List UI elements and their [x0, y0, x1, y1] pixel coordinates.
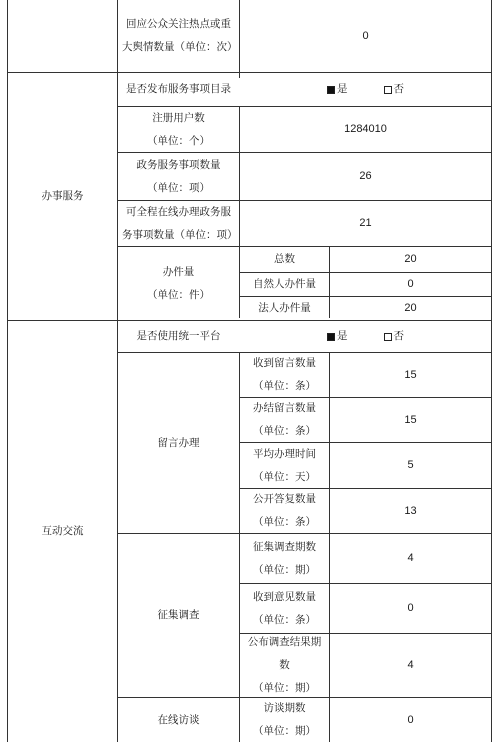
platform-yes-label: 是 — [337, 330, 348, 342]
catalog-no-checkbox[interactable] — [384, 86, 392, 94]
handled-total-label: 总数 — [274, 253, 295, 265]
messages-avg-time-value: 5 — [407, 459, 414, 471]
platform-options — [240, 321, 491, 352]
catalog-label: 是否发布服务事项目录 — [126, 83, 231, 95]
platform-yes-checkbox[interactable] — [327, 333, 335, 341]
hot-events-value: 0 — [362, 29, 369, 42]
messages-avg-time-label: 平均办理时间 （单位：天） — [253, 447, 316, 483]
handled-label: 办件量 （单位：件） — [147, 265, 210, 301]
survey-published-label: 公布调查结果期 数 （单位：期） — [247, 636, 322, 694]
messages-resolved-label: 办结留言数量 （单位：条） — [253, 402, 316, 437]
survey-published-value: 4 — [407, 659, 414, 671]
section-service: 办事服务 — [41, 190, 84, 202]
survey-label: 征集调查 — [157, 609, 200, 621]
survey-periods-value: 4 — [407, 552, 414, 564]
hot-events-label: 回应公众关注热点或重大舆情数量（单位：次） — [122, 18, 238, 53]
users-label: 注册用户数 （单位：个） — [147, 111, 210, 147]
catalog-options — [240, 73, 491, 106]
catalog-yes-checkbox[interactable] — [327, 86, 335, 94]
online-items-label: 可全程在线办理政务服务事项数量（单位：项） — [122, 205, 238, 241]
survey-periods-label: 征集调查期数 （单位：期） — [253, 540, 316, 576]
messages-received-value: 15 — [404, 368, 417, 381]
interview-periods-value: 0 — [407, 713, 414, 726]
catalog-no-label: 否 — [393, 83, 404, 95]
grid-line — [491, 0, 492, 742]
catalog-yes-label: 是 — [337, 83, 348, 95]
messages-resolved-value: 15 — [404, 413, 417, 426]
handled-natural-value: 0 — [407, 278, 414, 290]
platform-no-checkbox[interactable] — [384, 333, 392, 341]
section-interaction: 互动交流 — [41, 525, 84, 537]
gov-items-value: 26 — [359, 170, 372, 182]
gov-items-label: 政务服务事项数量 （单位：项） — [136, 158, 221, 194]
survey-opinions-value: 0 — [407, 602, 414, 614]
interview-periods-label: 访谈期数 （单位：期） — [253, 702, 316, 737]
platform-label: 是否使用统一平台 — [136, 330, 221, 342]
handled-legal-value: 20 — [404, 302, 417, 314]
online-items-value: 21 — [359, 217, 372, 229]
users-value: 1284010 — [344, 123, 387, 135]
platform-no-label: 否 — [393, 330, 404, 342]
messages-label: 留言办理 — [157, 436, 200, 449]
handled-natural-label: 自然人办件量 — [253, 278, 316, 290]
handled-total-value: 20 — [404, 253, 417, 265]
messages-public-replies-value: 13 — [404, 504, 417, 517]
messages-received-label: 收到留言数量 （单位：条） — [253, 357, 316, 392]
messages-public-replies-label: 公开答复数量 （单位：条） — [253, 493, 316, 528]
interview-label: 在线访谈 — [157, 713, 200, 726]
handled-legal-label: 法人办件量 — [258, 302, 311, 314]
survey-opinions-label: 收到意见数量 （单位：条） — [253, 590, 316, 626]
